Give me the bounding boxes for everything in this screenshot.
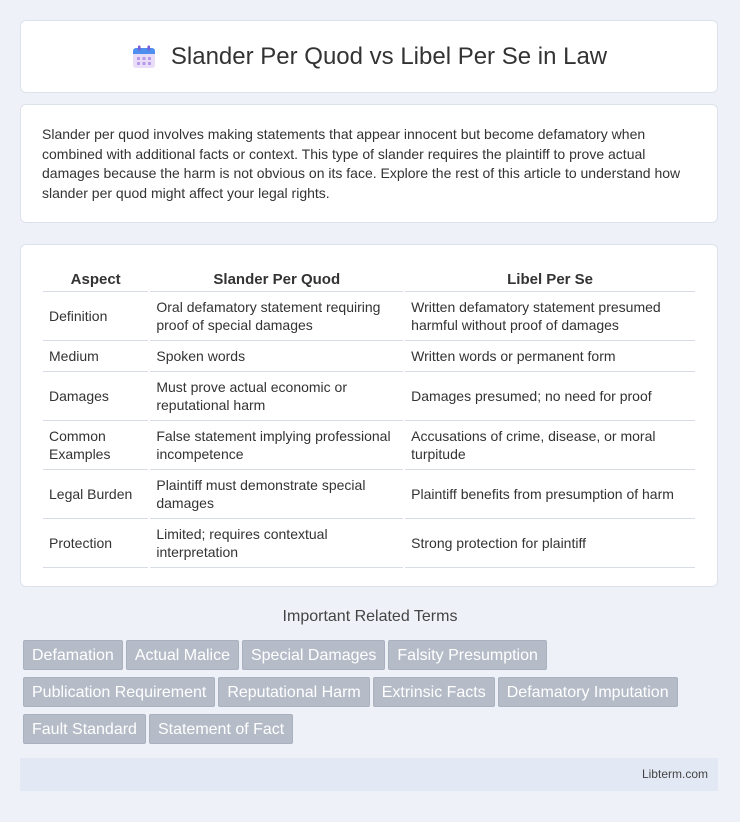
- row-aspect: Common Examples: [43, 421, 148, 470]
- row-aspect: Legal Burden: [43, 470, 148, 519]
- tag-publication-requirement[interactable]: Publication Requirement: [23, 677, 215, 707]
- row-libel-value: Strong protection for plaintiff: [405, 519, 695, 568]
- row-libel-value: Damages presumed; no need for proof: [405, 372, 695, 421]
- row-libel-value: Accusations of crime, disease, or moral turpitude: [405, 421, 695, 470]
- tag-statement-of-fact[interactable]: Statement of Fact: [149, 714, 293, 744]
- row-libel-value: Written defamatory statement presumed harmful without proof of damages: [405, 292, 695, 341]
- tag-reputational-harm[interactable]: Reputational Harm: [218, 677, 369, 707]
- tag-fault-standard[interactable]: Fault Standard: [23, 714, 146, 744]
- row-libel-value: Written words or permanent form: [405, 341, 695, 372]
- tag-special-damages[interactable]: Special Damages: [242, 640, 385, 670]
- row-slander-value: Spoken words: [150, 341, 403, 372]
- intro-text: Slander per quod involves making statements that appear innocent but become defamatory when combined with additional facts or context. This type of slander requires the plaintiff to prove actual damages because the harm is not obvious on its face. Explore the rest of this article to understand how slander per quod might affect your legal rights.: [42, 126, 681, 201]
- header-libel-per-se: Libel Per Se: [405, 267, 695, 292]
- title-card: [20, 20, 718, 93]
- tag-defamation[interactable]: Defamation: [23, 640, 123, 670]
- row-aspect: Damages: [43, 372, 148, 421]
- calendar-icon: [131, 44, 157, 70]
- table-row: [43, 421, 695, 470]
- footer: [20, 758, 718, 791]
- table-header-row: [43, 267, 695, 292]
- comparison-table: [41, 267, 697, 568]
- tag-extrinsic-facts[interactable]: Extrinsic Facts: [373, 677, 495, 707]
- table-row: [43, 372, 695, 421]
- related-terms-title: Important Related Terms: [282, 608, 458, 625]
- footer-brand[interactable]: Libterm.com: [641, 767, 708, 781]
- header-slander-per-quod: Slander Per Quod: [150, 267, 403, 292]
- row-aspect: Medium: [43, 341, 148, 372]
- row-slander-value: Must prove actual economic or reputational harm: [150, 372, 403, 421]
- row-slander-value: Limited; requires contextual interpretation: [150, 519, 403, 568]
- row-aspect: Protection: [43, 519, 148, 568]
- table-row: [43, 292, 695, 341]
- table-row: [43, 341, 695, 372]
- row-aspect: Definition: [43, 292, 148, 341]
- tag-falsity-presumption[interactable]: Falsity Presumption: [388, 640, 547, 670]
- row-libel-value: Plaintiff benefits from presumption of harm: [405, 470, 695, 519]
- row-slander-value: Plaintiff must demonstrate special damages: [150, 470, 403, 519]
- related-tags: [23, 640, 723, 751]
- tag-actual-malice[interactable]: Actual Malice: [126, 640, 239, 670]
- tag-defamatory-imputation[interactable]: Defamatory Imputation: [498, 677, 678, 707]
- header-aspect: Aspect: [43, 267, 148, 292]
- page-title: Slander Per Quod vs Libel Per Se in Law: [170, 42, 608, 70]
- table-row: [43, 519, 695, 568]
- table-row: [43, 470, 695, 519]
- row-slander-value: False statement implying professional incompetence: [150, 421, 403, 470]
- row-slander-value: Oral defamatory statement requiring proof of special damages: [150, 292, 403, 341]
- intro-card: [20, 104, 718, 223]
- comparison-card: [20, 244, 718, 587]
